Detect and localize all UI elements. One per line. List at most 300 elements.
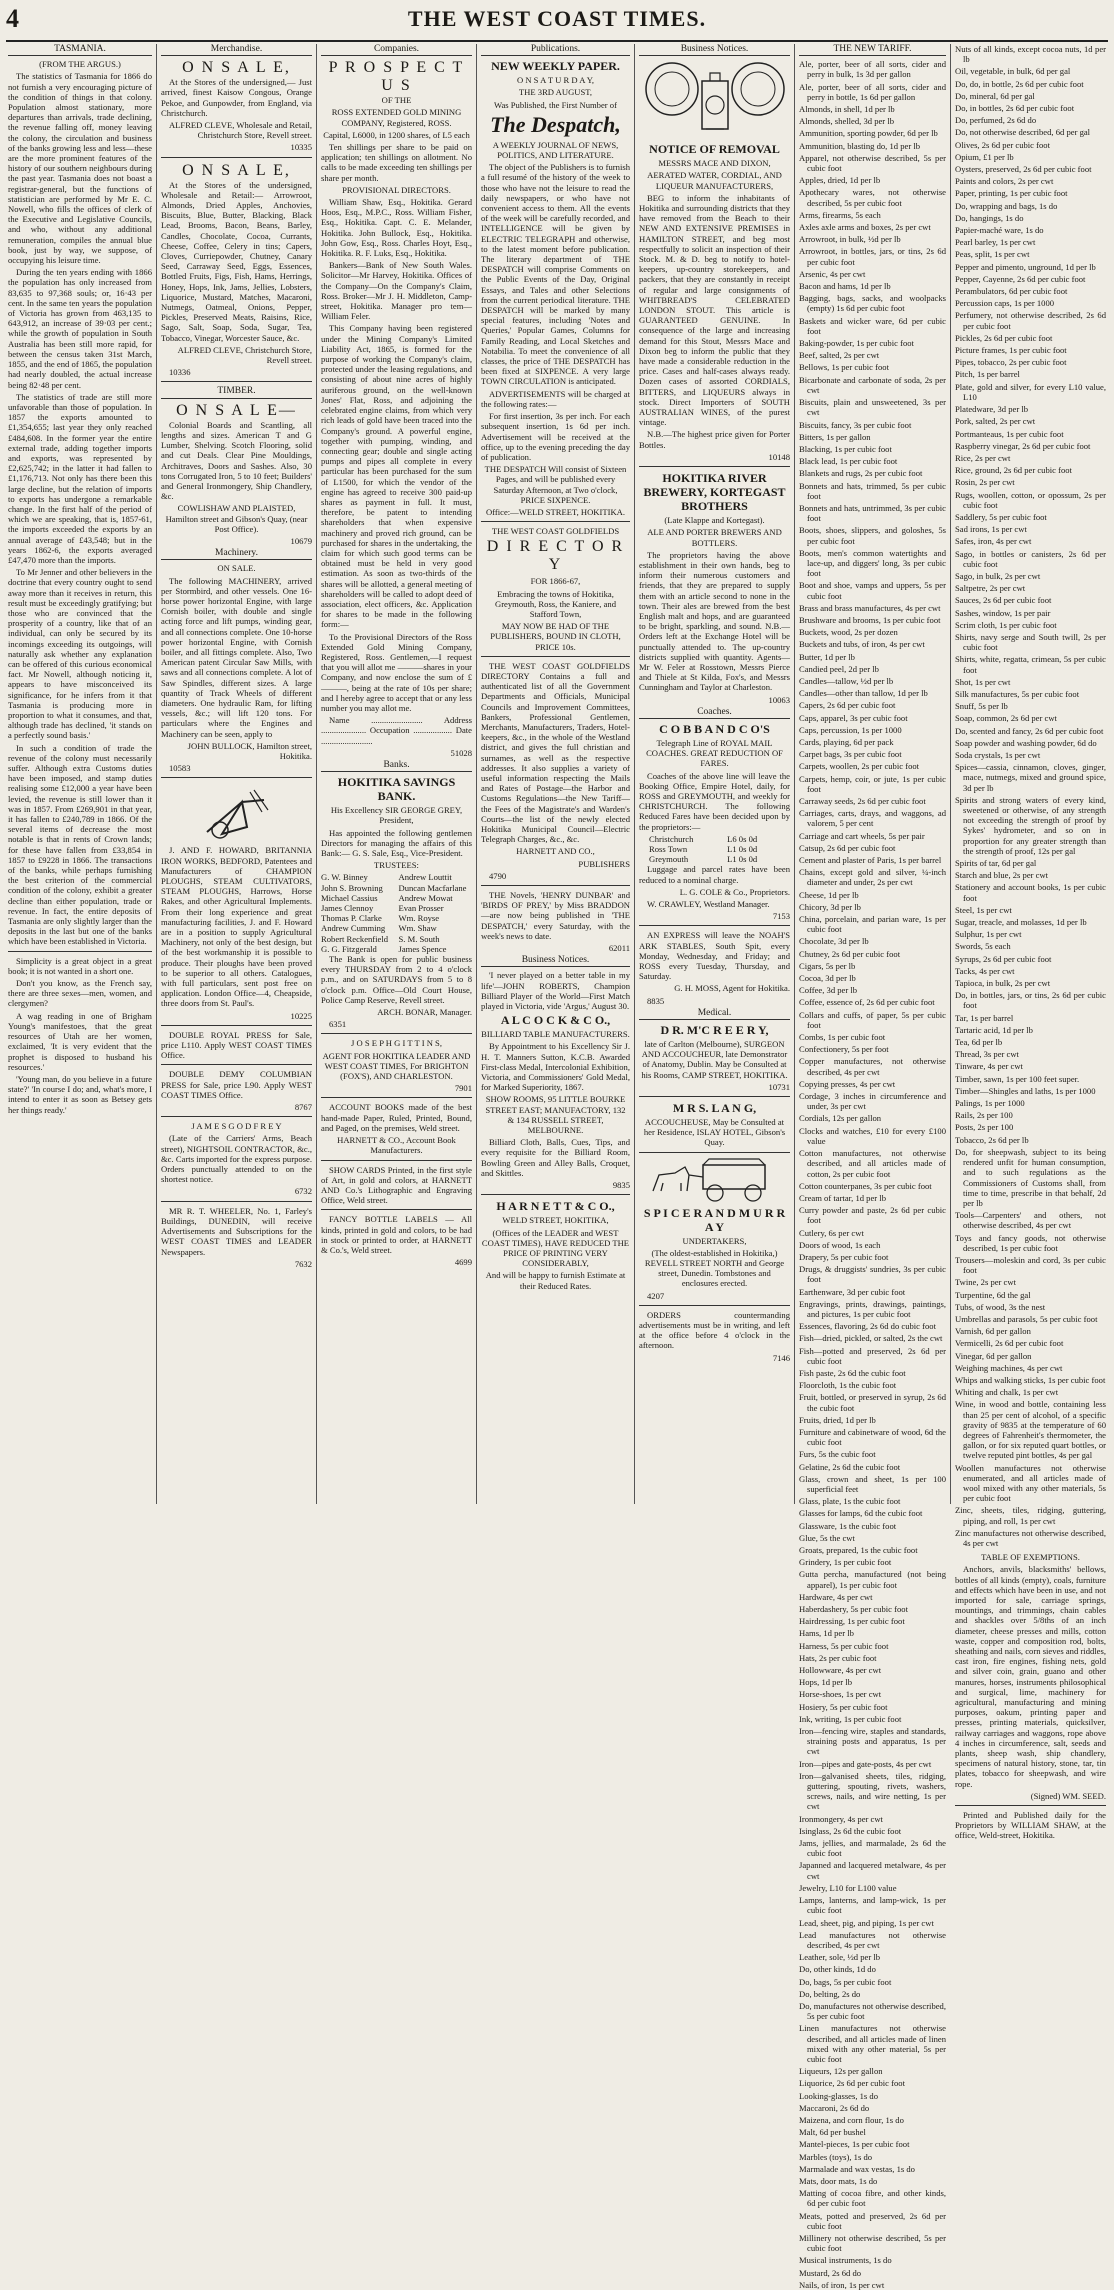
tariff-item: Oil, vegetable, in bulk, 6d per gal: [955, 66, 1071, 77]
ad-title: O N S A L E,: [182, 59, 291, 77]
trustees-list: [321, 872, 472, 954]
tariff-item: Boot and shoe, vamps and uppers, 5s per cubic foot: [799, 580, 946, 601]
tariff-item: Nails, of iron, 1s per cwt: [799, 2279, 885, 2290]
tariff-item: Rice, 2s per cwt: [955, 452, 1011, 463]
tariff-item: Almonds, in shell, 1d per lb: [799, 104, 895, 115]
tariff-item: Buckets, wood, 2s per dozen: [799, 627, 898, 638]
tariff-item: Rosin, 2s per cwt: [955, 477, 1015, 488]
tariff-item: Isinglass, 2s 6d the cubic foot: [799, 1825, 902, 1836]
section-heading-coaches: Coaches.: [639, 707, 790, 719]
tariff-item: Jams, jellies, and marmalade, 2s 6d the cubic foot: [799, 1838, 946, 1859]
tariff-item: Boots, shoes, slippers, and goloshes, 5s per cubic foot: [799, 525, 946, 546]
tariff-item: Cement and plaster of Paris, 1s per barrel: [799, 855, 942, 866]
tariff-item: Arsenic, 4s per cwt: [799, 268, 866, 279]
tariff-item: Beef, salted, 2s per cwt: [799, 350, 880, 361]
mccreery-title: D R. M'C R E E R Y,: [660, 1023, 769, 1038]
divider: [481, 885, 630, 886]
trustee: Thomas P. Clarke: [321, 913, 382, 924]
ad-signature: JOHN BULLOCK, Hamilton street, Hokitika.: [187, 740, 312, 761]
bankers-text: Bankers—Bank of New South Wales. Solicitor—Mr Harvey, Hokitika. Offices of the Company—On the Company's Claim, Ross. Broker—Mr J. H. Middleton, Camp-street, Hokitika. Manager pro tem—William Feler.: [321, 260, 472, 322]
ad-body: ACCOUNT BOOKS made of the best hand-made Paper, Ruled, Printed, Bound, and Paged, on the premises, Weld street.: [321, 1102, 472, 1133]
tariff-item: Combs, 1s per cubic foot: [799, 1032, 886, 1043]
removal-firm: MESSRS MACE AND DIXON,: [658, 158, 771, 169]
tariff-item: Portmanteaus, 1s per cubic foot: [955, 428, 1064, 439]
tariff-item: Biscuits, fancy, 3s per cubic foot: [799, 419, 912, 430]
company-name: ROSS EXTENDED GOLD MINING COMPANY, Registered, ROSS.: [331, 107, 462, 128]
tariff-item: Leather, sole, ½d per lb: [799, 1952, 881, 1963]
fare-amount: L6 0s 0d: [727, 833, 758, 844]
tariff-item: Hosiery, 5s per cubic foot: [799, 1701, 888, 1712]
tariff-item: Baskets and wicker ware, 6d per cubic foot: [799, 315, 946, 336]
despatch-close: THE DESPATCH Will consist of Sixteen Pages, and will be published every Saturday Afternoon, at Two o'clock, PRICE SIXPENCE.: [484, 464, 627, 505]
tariff-item: Candles—tallow, ½d per lb: [799, 675, 894, 686]
tariff-item: Tools—Carpenters' and others, not otherwise described, 4s per cwt: [955, 1210, 1106, 1231]
tariff-item: Do, not otherwise described, 6d per gal: [955, 127, 1091, 138]
tariff-item: Tinware, 4s per cwt: [955, 1061, 1023, 1072]
tariff-item: Maizena, and corn flour, 1s do: [799, 2114, 904, 2125]
tariff-item: Sago, in bulk, 2s per cwt: [955, 570, 1041, 581]
ad-number: 62011: [608, 943, 630, 954]
brewery-subtitle: ALE AND PORTER BREWERS AND BOTTLERS.: [647, 527, 782, 548]
tariff-item: Cream of tartar, 1d per lb: [799, 1192, 886, 1203]
tariff-item: Fish—dried, pickled, or salted, 2s the cwt: [799, 1333, 943, 1344]
divider: [955, 1805, 1106, 1806]
tariff-item: Sashes, window, 1s per pair: [955, 607, 1051, 618]
tariff-item: Hams, 1d per lb: [799, 1628, 854, 1639]
fares-table: [639, 834, 790, 865]
tariff-item: Baking-powder, 1s per cubic foot: [799, 338, 914, 349]
ad-number: 8835: [647, 995, 665, 1006]
harnett-street: WELD STREET, HOKITIKA,: [502, 1215, 609, 1226]
tariff-item: Cordials, 12s per gallon: [799, 1113, 882, 1124]
divider: [639, 1152, 790, 1153]
tariff-item: Tacks, 4s per cwt: [955, 965, 1015, 976]
ad-number: 8767: [294, 1102, 312, 1113]
ad-number: 7901: [454, 1083, 472, 1094]
ad-body: DOUBLE DEMY COLUMBIAN PRESS for Sale, price L90. Apply WEST COAST TIMES Office.: [161, 1069, 312, 1100]
cobb-body: Coaches of the above line will leave the Booking Office, Empire Hotel, daily, for ROSS and GREYMOUTH, and weekly for CHRISTCHURCH. The following Reduced Fares have been decided upon by the proprietors:—: [639, 770, 790, 832]
tariff-item: Shot, 1s per cwt: [955, 676, 1011, 687]
column-companies: [316, 44, 476, 1504]
article-paragraph: In such a condition of trade the revenue of the colony must necessarily suffer. Although extra Customs duties have been imposed, and stamp duties realising some £12,000 a year have been levied, the revenue is still lower than it was in 1857. From £269,901 in that year, it has fallen to £240,789 in 1866. Of the several items of decrease the most notable is that in rents of Crown lands; for these have fallen from £33,854 in 1857 to £9228 in 1866. The transactions of the banks, while perhaps furnishing the best criterion of the commercial condition of the colony, exhibit a greater decline than either population, trade or revenue. In fact, the entire deposits of Tasmania are only slightly larger than the deposits in the last but one of the banks which have been established in Victoria.: [8, 742, 152, 947]
despatch-masthead: The Despatch,: [490, 111, 621, 137]
tariff-item: Drugs, & druggists' sundries, 3s per cubic foot: [799, 1264, 946, 1285]
tariff-item: Ammunition, blasting do, 1d per lb: [799, 140, 921, 151]
tariff-item: Pipes, tobacco, 2s per cubic foot: [955, 357, 1067, 368]
tariff-item: Perfumery, not otherwise described, 2s 6d per cubic foot: [955, 310, 1106, 331]
goldfields-heading: THE WEST COAST GOLDFIELDS: [491, 526, 620, 537]
tariff-item: Tartaric acid, 1d per lb: [955, 1024, 1033, 1035]
section-heading-timber: TIMBER.: [161, 386, 312, 398]
tariff-item: Arms, firearms, 5s each: [799, 209, 881, 220]
tariff-item: Tapioca, in bulk, 2s per cwt: [955, 978, 1051, 989]
bank-title: HOKITIKA SAVINGS BANK.: [337, 775, 456, 804]
ad-body: The following MACHINERY, arrived per Stormbird, and other vessels. One 16-horse power horizontal Engine, with large Cornish boiler, with double and single acting force and lift pumps, winding gear, and all connections complete. One 10-horse power horizontal Engine, with Cornish boiler, and all fittings complete. Also, Two American patent Circular Saw Mills, with saws and all connections complete. A lot of Saw Spindles, different sizes. A large quantity of Track Wheels of different diameters. One hydraulic Ram, for lifting vessels, &c.; will lift 120 tons. For particulars where the Engines and Machinery can be seen, apply to: [161, 575, 312, 739]
tariff-item: Opium, £1 per lb: [955, 151, 1014, 162]
tariff-item: Chutney, 2s 6d per cubic foot: [799, 948, 901, 959]
plough-engraving-icon: [202, 782, 272, 842]
divider: [161, 1064, 312, 1065]
tariff-item: Linen manufactures not otherwise described, and all articles made of linen mixed with any other material, 5s per cubic foot: [799, 2023, 946, 2064]
tariff-item: Sulphur, 1s per cwt: [955, 929, 1022, 940]
directors-heading: PROVISIONAL DIRECTORS.: [342, 184, 451, 195]
publisher-name: HARNETT AND CO.,: [516, 846, 595, 857]
ad-title: O N S A L E—: [176, 401, 297, 419]
tariff-item: Furniture and cabinetware of wood, 6d the cubic foot: [799, 1426, 946, 1448]
removal-nb: N.B.—The highest price given for Porter Bottles.: [639, 429, 790, 450]
tariff-item: Almonds, shelled, 3d per lb: [799, 116, 894, 127]
tariff-item: Bitters, 1s per gallon: [799, 431, 871, 442]
tariff-item: Hairdressing, 1s per cubic foot: [799, 1616, 905, 1627]
article-paragraph: The statistics of Tasmania for 1866 do not furnish a very encouraging picture of the condition of things in that colony. Population almost stationary, more departures than arrivals, trade declining, the revenue falling off, money leaving the colony, the circulation and business of the banks growing less and less—these are the more prominent features of the history of our southern neighbours during the past year. Tasmania does not boast a registrar-general, but the functions of statistician are performed by Mr E. C. Nowell, who fills the offices of clerk of the Executive and Legislative Councils, and who, without any additional remuneration, compiles the annual blue book, just by way, we suppose, of occupying his leisure time.: [8, 71, 152, 266]
divider: [481, 521, 630, 522]
divider: [639, 466, 790, 467]
tariff-item: Stationery and account books, 1s per cubic foot: [955, 882, 1106, 903]
tariff-item: Glass, crown and sheet, 1s per 100 superficial feet: [799, 1473, 946, 1494]
tariff-item: Trousers—moleskin and cord, 3s per cubic foot: [955, 1254, 1106, 1276]
tariff-item: Spirits of tar, 6d per gal: [955, 858, 1037, 869]
harnett-tail: And will be happy to furnish Estimate at their Reduced Rates.: [485, 1270, 626, 1291]
tariff-item: Do, perfumed, 2s 6d do: [955, 115, 1037, 126]
section-heading-machinery: Machinery.: [161, 548, 312, 560]
joke-item: Simplicity is a great object in a great book; it is not wanted in a short one.: [8, 955, 152, 976]
tariff-item: Timber—Shingles and laths, 1s per 1000: [955, 1085, 1096, 1096]
tariff-list: [799, 59, 946, 2290]
mccreery-body: late of Carlton (Melbourne), SURGEON AND ACCOUCHEUR, late Demonstrator of Anatomy, Dublin. May be Consulted at his Rooms, CAMP STREET, HOKITIKA.: [641, 1039, 788, 1080]
tariff-item: Wine, in wood and bottle, containing less than 25 per cent of alcohol, of a specific gravity of 9835 at the temperature of 60 degrees of Fahrenheit's thermometer, the gallon, or for six reputed quart bottles, or twelve reputed pint bottles, 4s per gal: [955, 1399, 1106, 1461]
alcock-body: By Appointment to his Excellency Sir J. H. T. Manners Sutton, K.C.B. Awarded First-class Medal, Intercolonial Exhibition, Victoria, and Commissioners' Gold Medal, for Marked Superiority, 1867.: [481, 1041, 630, 1093]
tariff-item: Percussion caps, 1s per 1000: [955, 298, 1055, 309]
tariff-item: Matting of cocoa fibre, and other kinds, 6d per cubic foot: [799, 2188, 946, 2209]
trustee: John S. Browning: [321, 882, 383, 893]
directory-year: FOR 1866-67,: [530, 576, 581, 587]
tariff-item: Blacking, 1s per cubic foot: [799, 443, 892, 454]
new-paper-title: NEW WEEKLY PAPER.: [491, 59, 620, 74]
tariff-item: Groats, prepared, 1s the cubic foot: [799, 1545, 918, 1555]
tariff-item: Rugs, woollen, cotton, or opossum, 2s per cubic foot: [955, 489, 1106, 510]
tariff-item: Peas, split, 1s per cwt: [955, 249, 1030, 260]
tariff-item: Gelatine, 2s 6d the cubic foot: [799, 1461, 901, 1472]
brewery-body: The proprietors having the above establishment in their own hands, beg to inform their numerous customers and friends, that they are prepared to supply them with an article second to none in the town. Their ales are brewed from the best English malt and hops, and are guaranteed to be bright, sparkling, and sound. N.B.—Orders left at the Exchange Hotel will be punctually attended to. The up-country districts supplied with quantity. Agents—Mr W. Feler at Rosstown, Messrs Pierce and Thiele at St Kilda, Fox's, and Messrs Cunningham and Taylor at Charleston.: [639, 549, 790, 693]
ad-number: 10148: [768, 451, 790, 462]
tariff-item: Starch and blue, 2s per cwt: [955, 870, 1049, 881]
brewery-title: HOKITIKA RIVER BREWERY, KORTEGAST BROTHERS: [643, 471, 786, 514]
trustee: Michael Cassius: [321, 892, 378, 903]
alcock-showrooms: SHOW ROOMS, 95 LITTLE BOURKE STREET EAST; MANUFACTORY, 132 & 134 RUSSELL STREET, MELBOURNE.: [485, 1094, 626, 1136]
tariff-item: Buckets and tubs, of iron, 4s per cwt: [799, 639, 925, 650]
tariff-item: Olives, 2s 6d per cubic foot: [955, 139, 1050, 150]
hearse-engraving-icon: [645, 1157, 785, 1203]
tariff-item: Jewelry, L10 for L100 value: [799, 1882, 897, 1893]
tariff-item: Do, for sheepwash, subject to its being rendered unfit for human consumption, and to such regulations as the Commissioners of Customs shall, from time to time, prescribe in that behalf, 2d per lb: [955, 1146, 1106, 1208]
tariff-item: Silk manufactures, 5s per cubic foot: [955, 688, 1080, 699]
trustee: Andrew Cumming: [321, 923, 386, 934]
tariff-item: Millinery not otherwise described, 5s per cubic foot: [799, 2232, 946, 2254]
gittins-body: AGENT FOR HOKITIKA LEADER AND WEST COAST TIMES, For BRIGHTON (FOX'S), AND CHARLESTON.: [322, 1050, 471, 1082]
ad-signature: ALFRED CLEVE, Wholesale and Retail, Christchurch Store, Revell street.: [168, 120, 312, 141]
brewery-late: (Late Klappe and Kortegast).: [664, 515, 765, 526]
bank-president: His Excellency SIR GEORGE GREY, President,: [330, 805, 463, 826]
gittins-title: J O S E P H G I T T I N S,: [351, 1038, 442, 1049]
prospectus-body: This Company having been registered under the Mining Company's Limited Liability Act, 1865, is formed for the purpose of working the Company's claim, protected under the leasing regulations, and consisting of about nine acres of highly auriferous ground, on the well-known Jones' Flat, Ross, and adjoining the celebrated engine claims, from which very rich leads of gold have been traced into the Company's ground. A powerful engine, together with pumping, winding, and connecting gear; double and single acting pumps and pipes all complete in every particular has been purchased for the sum of L1500, for which the vendor of the engine has agreed to receive 300 paid-up shares as payment in full. It must, therefore, be patent to intending shareholders that when expensive machinery and proved rich ground, can be purchased for shares in the undertaking, the claim for which such good terms can be obtained must be held in very good estimation. As soon as two-thirds of the shares will be allotted, a general meeting of shareholders will be called to adopt deed of association, elect officers, &c. Application for shares to be made in the following form:—: [321, 323, 472, 630]
tariff-item: Lead manufactures not otherwise described, 4s per cwt: [799, 1929, 946, 1950]
column-merchandise: [156, 44, 316, 1504]
tariff-item: Caps, percussion, 1s per 1000: [799, 724, 902, 735]
tariff-item: Toys and fancy goods, not otherwise described, 1s per cubic foot: [955, 1232, 1106, 1253]
ad-body: J. AND F. HOWARD, BRITANNIA IRON WORKS, BEDFORD, Patentees and Manufacturers of CHAMPION PLOUGHS, STEAM CULTIVATORS, STEAM PLOUGHS, Harrows, Horse Rakes, and other Agricultural Implements. From their long experience and great manufacturing facilities, J. and F. Howard are in a position to supply Agricultural Machinery, not only of the best design, but of the best workmanship it is possible to produce. Their ploughs have been proved to be superior to all others. Catalogues, with full particulars, sent post free on application. London Office—4, Cheapside, three doors from St. Paul's.: [161, 845, 312, 1009]
tariff-item: Rails, 2s per 100: [955, 1110, 1013, 1121]
tariff-item: Hollowware, 4s per cwt: [799, 1665, 882, 1676]
ad-body: Colonial Boards and Scantling, all lengths and sizes. American T and G Lumber, Shelving. Scotch Flooring, solid and cut Deals. Clear Pine Mouldings, Architraves, Doors and Sashes. Also, 30 tons Corrugated Iron, 5 to 10 feet; Builders' and General Ironmongery, Ship Chandlery, &c.: [161, 419, 312, 502]
tariff-item: Glass, plate, 1s the cubic foot: [799, 1496, 901, 1507]
cobb-signature: L. G. COLE & Co., Proprietors.: [679, 886, 790, 897]
ad-number: 6732: [294, 1186, 312, 1197]
tariff-item: Perambulators, 6d per cubic foot: [955, 286, 1068, 297]
tariff-item: Pork, salted, 2s per cwt: [955, 416, 1036, 427]
ad-body: At the Stores of the undersigned, Wholesale and Retail:— Arrowroot, Almonds, Dried Apples, Anchovies, Biscuits, Blue, Butter, Blacking, Black Lead, Brooms, Bacon, Beans, Barley, Candles, Chocolate, Cocoa, Currants, Cheese, Coffee, Celery in tins; Capers, Cloves, Curriepowder, Chutney, Canary Seed, Carraway Seed, Eggs, Essences, Bottled Fruits, Figs, Fish, Hams, Herrings, Honey, Hops, Ink, Jams, Jellies, Lobsters, Liquorice, Mustard, Matches, Macaroni, Nutmegs, Oatmeal, Onions, Pepper, Pickles, Preserved Meats, Raisins, Rice, Sago, Salt, Soap, Soda, Sugar, Tea, Tobacco, Vinegar, Worcester Sauce, &c.: [161, 179, 312, 343]
tariff-item: Marbles (toys), 1s do: [799, 2151, 873, 2162]
tariff-item: Grindery, 1s per cubic foot: [799, 1557, 892, 1568]
divider: [321, 1033, 472, 1034]
tariff-item: Whips and walking sticks, 1s per cubic foot: [955, 1374, 1106, 1385]
tariff-item: Do, mineral, 6d per gal: [955, 90, 1035, 101]
ad-body: MR R. T. WHEELER, No. 1, Farley's Buildings, DUNEDIN, will receive Advertisements and Subscriptions for the WEST COAST TIMES and LEADER Newspapers.: [161, 1205, 312, 1257]
trustee: Andrew Mowat: [398, 892, 453, 903]
tariff-item: Horse-shoes, 1s per cwt: [799, 1689, 882, 1700]
cobb-title: C O B B A N D C O'S: [659, 721, 770, 736]
tariff-item: Apparel, not otherwise described, 5s per cubic foot: [799, 152, 946, 174]
testimonial: 'I never played on a better table in my life'—JOHN ROBERTS, Champion Billiard Player of the World—First Match played in Victoria, vide 'Argus,' August 30.: [481, 970, 630, 1012]
tariff-item: Soda crystals, 1s per cwt: [955, 749, 1041, 760]
tariff-item: Looking-glasses, 1s do: [799, 2090, 879, 2101]
trustee: Wm. Royse: [398, 913, 440, 924]
tariff-item: Posts, 2s per 100: [955, 1122, 1014, 1133]
tariff-item: Furs, 5s the cubic foot: [799, 1449, 876, 1460]
tariff-item: Cotton counterpanes, 3s per cubic foot: [799, 1180, 932, 1191]
section-heading-tariff: THE NEW TARIFF.: [799, 44, 946, 56]
tariff-item: Bicarbonate and carbonate of soda, 2s per cwt: [799, 374, 946, 395]
advertisement-heading: ADVERTISEMENTS will be charged at the following rates:—: [481, 388, 630, 409]
capital-line: Capital, L6000, in 1200 shares, of L5 each: [323, 129, 470, 140]
column-tariff-continued: [950, 44, 1110, 1841]
tariff-item: Apples, dried, 1d per lb: [799, 175, 881, 186]
tariff-item: Nuts of all kinds, except cocoa nuts, 1d per lb: [955, 44, 1106, 65]
directors-list: William Shaw, Esq., Hokitika. Gerard Hoos, Esq., M.P.C., Ross. William Fisher, Esq., Hokitika. Capt. C. E. Melander, Hokitika. John Bullock, Esq., Hokitika. John Gow, Esq., Ross. Charles Hoyt, Esq., Hokitika. R. F. Luks, Esq., Hokitika.: [321, 197, 472, 259]
crawley-signature: W. CRAWLEY, Westland Manager.: [647, 899, 770, 909]
ad-body: (Late of the Carriers' Arms, Beach street), NIGHTSOIL CONTRACTOR, &c., &c. Carts imported for the express purpose. Orders punctually attended to on the shortest notice.: [161, 1133, 312, 1185]
tariff-item: Umbrellas and parasols, 5s per cubic foot: [955, 1313, 1098, 1324]
trustee: G. G. Fitzgerald: [321, 943, 377, 954]
tariff-item: Soap powder and washing powder, 6d do: [955, 737, 1097, 748]
tariff-item: Do, belting, 2s do: [799, 1988, 861, 1999]
masthead: [6, 4, 1108, 42]
tariff-item: Whiting and chalk, 1s per cwt: [955, 1387, 1059, 1398]
tariff-item: Bonnets and hats, trimmed, 5s per cubic foot: [799, 480, 946, 501]
form-lines: Name ........................ Address ..................... Occupation .................. Date ........................: [321, 715, 472, 746]
tariff-item: Hops, 1d per lb: [799, 1677, 852, 1688]
tariff-item: Saddlery, 5s per cubic foot: [955, 511, 1047, 522]
noah-body: AN EXPRESS will leave the NOAH'S ARK STABLES, South Spit, every Monday, Wednesday, and Friday; and ROSS every Tuesday, Thursday, and Saturday.: [639, 930, 790, 982]
divider: [321, 1097, 472, 1098]
tariff-item: Cheese, 1d per lb: [799, 889, 859, 900]
ad-title: O N S A L E,: [182, 161, 291, 179]
tariff-item: Sugar, treacle, and molasses, 1d per lb: [955, 917, 1087, 928]
tariff-item: Turpentine, 6d the gal: [955, 1289, 1031, 1300]
ad-signature: ALFRED CLEVE, Christchurch Store, Revell street.: [177, 344, 312, 366]
section-heading-business-notices: Business Notices.: [639, 44, 790, 56]
bank-body: Has appointed the following gentlemen Directors for managing the affairs of this Bank:— G. S. Sale, Esq., Vice-President.: [321, 827, 472, 859]
tariff-item: Carriage and cart wheels, 5s per pair: [799, 830, 925, 841]
despatch-office: Office:—WELD STREET, HOKITIKA.: [485, 506, 626, 517]
tariff-item: Chocolate, 3d per lb: [799, 936, 869, 947]
ad-number: 10583: [169, 763, 191, 774]
joke-item: 'Young man, do you believe in a future state?' 'In course I do; and, what's more, I intend to enter it as soon as Betsey gets her things ready.': [8, 1073, 152, 1115]
tariff-item: Bagging, bags, sacks, and woolpacks (empty) 1s 6d per cubic foot: [799, 293, 946, 314]
tariff-item: Iron—fencing wire, staples and standards, straining posts and apparatus, 1s per cwt: [799, 1726, 946, 1757]
tariff-item: Sauces, 2s 6d per cubic foot: [955, 595, 1052, 606]
tariff-item: Do, wrapping and bags, 1s do: [955, 200, 1058, 211]
tariff-item: Caps, apparel, 3s per cubic foot: [799, 712, 908, 723]
tariff-item: Fruit, bottled, or preserved in syrup, 2s 6d the cubic foot: [799, 1392, 946, 1413]
tariff-item: Do, manufactures not otherwise described, 5s per cubic foot: [799, 2000, 947, 2022]
column-tasmania: [4, 44, 156, 1504]
tariff-item: Lead, sheet, pig, and piping, 1s per cwt: [799, 1917, 934, 1928]
ad-number: 4790: [489, 870, 507, 881]
tariff-item: Picture frames, 1s per cubic foot: [955, 345, 1067, 356]
divider: [161, 157, 312, 158]
ad-body: SHOW CARDS Printed, in the first style of Art, in gold and colors, at HARNETT AND Co.'s Lithographic and Engraving Office, Weld street.: [321, 1164, 472, 1206]
tariff-item: Safes, iron, 4s per cwt: [955, 536, 1032, 547]
tariff-item: Fish—potted and preserved, 2s 6d per cubic foot: [799, 1345, 946, 1366]
exemptions-body: Anchors, anvils, blacksmiths' bellows, bottles of all kinds (empty), coals, furniture and effects which have been in use, and not imported for sale, carriage springs, mountings, and trimmings, chain cables and shackles over 5/8ths of an inch diameter, cheese presses and mills, cotton waste, copper and composition rod, bolts, sheathing and nails, corn sieves and riddles, cast iron, fire engines, fishing nets, gold and silver coin, grain, guano and other manures, horses, instruments philosophical and surgical, lime, machinery for agricultural, manufacturing and mining purposes, oakum, printing paper and presses, printing materials, quicksilver, railway carriages and waggons, rope above 4 inches in circumference, salt, seeds and plants, sheep wash, ship chandlery, specimens of natural history, stone, tar, tin plates, tobacco for sheepwash, and wire rope.: [955, 1564, 1106, 1789]
tariff-item: Arrowroot, in bulk, ½d per lb: [799, 234, 901, 245]
tariff-item: Biscuits, plain and unsweetened, 3s per cwt: [799, 397, 946, 418]
ad-number: 10336: [169, 367, 191, 378]
ad-body: At the Stores of the undersigned,— Just arrived, finest Kaisow Congous, Orange Pekoe, and Gunpowder, from England, via Christchurch.: [161, 77, 312, 118]
newspaper-title: THE WEST COAST TIMES.: [407, 6, 707, 31]
spicer-body: (The oldest-established in Hokitika,) REVELL STREET NORTH and George street, Dunedin. Tombstones and enclosures erected.: [644, 1247, 785, 1289]
article-paragraph: To Mr Jenner and other believers in the doctrine that every country ought to send away more than it receives in return, this result must be exceedingly gratifying; but those who are convinced that the prosperity of a country, like that of an individual, can only be secured by its incomings exceeding its outgoings, will naturally ask whether any explanation can be offered of this curious economical fact. Mr Nowell, although noticing it, appears to have misconceived its significance, for he infers from it that Tasmania is producing more in proportion to what it consumes, and that, although trade has declined, 'it stands on a perfectly sound basis.': [8, 567, 152, 741]
tariff-item: Fruits, dried, 1d per lb: [799, 1414, 876, 1425]
divider: [639, 925, 790, 926]
tariff-item: Ale, porter, beer of all sorts, cider and perry in bulk, 1s 3d per gallon: [799, 59, 946, 80]
tariff-list-continued: [955, 44, 1106, 1548]
tariff-item: Do, other kinds, 1d do: [799, 1964, 876, 1975]
tariff-item: Vinegar, 6d per gallon: [955, 1350, 1032, 1361]
tariff-item: Do, in bottles, 2s 6d per cubic foot: [955, 103, 1075, 114]
tariff-item: Timber, sawn, 1s per 100 feet super.: [955, 1073, 1080, 1084]
ad-number: 6351: [329, 1019, 347, 1030]
tariff-item: Earthenware, 3d per cubic foot: [799, 1286, 906, 1297]
alcock-subtitle: BILLIARD TABLE MANUFACTURERS.: [481, 1029, 630, 1040]
ad-title: ON SALE.: [217, 563, 256, 574]
tariff-item: Zinc manufactures not otherwise described, 4s per cwt: [955, 1527, 1106, 1548]
tariff-item: Snuff, 5s per lb: [955, 701, 1008, 712]
divider: [161, 1201, 312, 1202]
signed-line: (Signed) WM. SEED.: [1030, 1790, 1106, 1801]
tariff-item: Butter, 1d per lb: [799, 651, 855, 662]
tariff-item: Collars and cuffs, of paper, 5s per cubic foot: [799, 1009, 946, 1030]
joke-item: Don't you know, as the French say, there are three sexes—men, women, and clergymen?: [8, 978, 152, 1009]
tariff-item: Scrim cloth, 1s per cubic foot: [955, 619, 1057, 630]
tariff-item: Glasses for lamps, 6d the cubic foot: [799, 1508, 923, 1519]
ad-number: 7146: [772, 1352, 790, 1363]
novels-notice: THE Novels, 'HENRY DUNBAR' and 'BIRDS OF PREY,' by Miss BRADDON—are now being published in 'THE DESPATCH,' every Saturday, with the week's news to date.: [481, 890, 630, 941]
section-heading-tasmania: TASMANIA.: [8, 44, 152, 56]
ad-number: 7153: [772, 911, 790, 922]
source-line: (FROM THE ARGUS.): [39, 59, 121, 70]
tariff-item: Vermicelli, 2s 6d per cubic foot: [955, 1338, 1064, 1349]
spicer-title: S P I C E R A N D M U R R A Y: [643, 1205, 786, 1234]
harnett-body: (Offices of the LEADER and WEST COAST TIMES), HAVE REDUCED THE PRICE OF PRINTING VERY CONSIDERABLY,: [481, 1227, 630, 1269]
tariff-item: Do, bags, 5s per cubic foot: [799, 1976, 892, 1987]
tariff-item: Paper, printing, 1s per cubic foot: [955, 188, 1068, 199]
ad-number: 10063: [768, 694, 790, 705]
tariff-item: Bellows, 1s per cubic foot: [799, 362, 889, 373]
tariff-item: Cigars, 5s per lb: [799, 960, 856, 971]
tariff-item: Tar, 1s per barrel: [955, 1012, 1014, 1023]
article-paragraph: During the ten years ending with 1866 the population has only increased from 83,635 to 97,368 souls; or, 16·43 per cent. In the same ten years the population of Victoria has grown from 463,135 to 643,912, an increase of 39·03 per cent.; while the growth of population in South Australia has been still more rapid, for between the census taken 31st March, 1855, and the end of 1865, the population had nearly doubled, the actual increase being 82·48 per cent.: [8, 267, 152, 390]
joke-item: A wag reading in one of Brigham Young's manifestoes, that the great resources of Utah are her women, exclaimed, 'It is very evident that the prophet is disposed to husband his resources.': [8, 1010, 152, 1072]
tariff-item: Spirits and strong waters of every kind, sweetened or otherwise, of any strength not exceeding the strength of proof by Sykes' hydrometer, and so on in proportion for any greater strength than the strength of proof, 12s per gal: [955, 794, 1106, 856]
spicer-subtitle: UNDERTAKERS,: [682, 1235, 747, 1246]
tariff-item: Paints and colors, 2s per cwt: [955, 176, 1054, 187]
tariff-item: Harness, 5s per cubic foot: [799, 1640, 889, 1651]
tariff-item: Ink, writing, 1s per cubic foot: [799, 1713, 902, 1724]
divider: [639, 1096, 790, 1097]
ad-number: 51028: [450, 747, 472, 758]
tariff-item: Mats, door mats, 1s do: [799, 2175, 878, 2186]
alcock-title: A L C O C K & C O.,: [500, 1013, 611, 1028]
tariff-item: Hardware, 4s per cwt: [799, 1591, 873, 1602]
fare-amount: L1 0s 0d: [727, 843, 758, 854]
tariff-item: Zinc, sheets, tiles, ridging, guttering, piping, and roll, 1s per cwt: [955, 1505, 1106, 1526]
terms-text: Ten shillings per share to be paid on application; ten shillings on allotment. No calls to be made exceeding ten shillings per share per month.: [321, 142, 472, 183]
section-heading-business: Business Notices.: [481, 955, 630, 967]
tariff-item: Lamps, lanterns, and lamp-wick, 1s per cubic foot: [799, 1895, 946, 1916]
column-business: [634, 44, 794, 1504]
tariff-item: Catsup, 2s 6d per cubic foot: [799, 842, 896, 853]
lang-title: M R S. L A N G,: [672, 1101, 757, 1116]
was-published: Was Published, the First Number of: [494, 99, 617, 110]
tariff-item: Chicory, 3d per lb: [799, 901, 861, 912]
removal-subtitle: AERATED WATER, CORDIAL, AND LIQUEUR MANUFACTURERS,: [647, 170, 782, 191]
column-new-tariff: [794, 44, 950, 2290]
divider: [161, 777, 312, 778]
tariff-item: Cocoa, 3d per lb: [799, 973, 856, 984]
tariff-item: Fish paste, 2s 6d the cubic foot: [799, 1367, 906, 1378]
removal-body: BEG to inform the inhabitants of Hokitika and surrounding districts that they have removed from the Beach to their NEW AND EXTENSIVE PREMISES in HAMILTON STREET, and beg most respectfully to solicit an inspection of their Stock. M. & D. beg to notify to hotel-keepers, up-country storekeepers, and packers, that they are constantly in receipt of regular and large consignments of WHITBREAD'S CELEBRATED LONDON STOUT. This article is GUARANTEED GENUINE. In consequence of the large and increasing demand for this Stout, Messrs Mace and Dixon beg to inform the public that they have made a considerable reduction in the price. Cases and half-cases always ready. Dozen cases of assorted CORDIALS, BITTERS, and LIQUEURS always in stock. Direct Importers of SOUTH AUSTRALIAN WINES, of the purest vintage.: [639, 192, 790, 428]
ad-body: DOUBLE ROYAL PRESS for Sale, price L110. Apply WEST COAST TIMES Office.: [161, 1029, 312, 1061]
tariff-item: Do, scented and fancy, 2s 6d per cubic foot: [955, 725, 1104, 736]
tariff-item: Soap, common, 2s 6d per cwt: [955, 713, 1057, 724]
ad-number: 7632: [294, 1258, 312, 1269]
alcock-tail: Billiard Cloth, Balls, Cues, Tips, and every requisite for the Billiard Room, Bowling Green and Alley Balls, Croquet, and Skittles.: [481, 1137, 630, 1178]
tariff-item: Steel, 1s per cwt: [955, 904, 1012, 915]
tariff-item: Platedware, 3d per lb: [955, 404, 1029, 415]
tariff-item: Japanned and lacquered metalware, 4s per cwt: [799, 1860, 946, 1881]
tariff-item: Liquorice, 2s 6d per cubic foot: [799, 2078, 905, 2089]
tariff-item: Pearl barley, 1s per cwt: [955, 237, 1036, 248]
fare-place: Ross Town: [649, 843, 688, 854]
trustee: James Clennoy: [321, 903, 374, 914]
tariff-item: Tea, 6d per lb: [955, 1037, 1003, 1048]
tariff-item: Candied peel, 2d per lb: [799, 663, 879, 674]
tariff-item: Cotton manufactures, not otherwise described, and all articles made of cotton, 2s per cubic foot: [799, 1148, 946, 1179]
directory-towns: Embracing the towns of Hokitika, Greymouth, Ross, the Kaniere, and Stafford Town,: [494, 588, 616, 619]
tariff-item: Raspberry vinegar, 2s 6d per cubic foot: [955, 440, 1091, 451]
ad-title: J A M E S G O D F R E Y: [191, 1121, 282, 1132]
